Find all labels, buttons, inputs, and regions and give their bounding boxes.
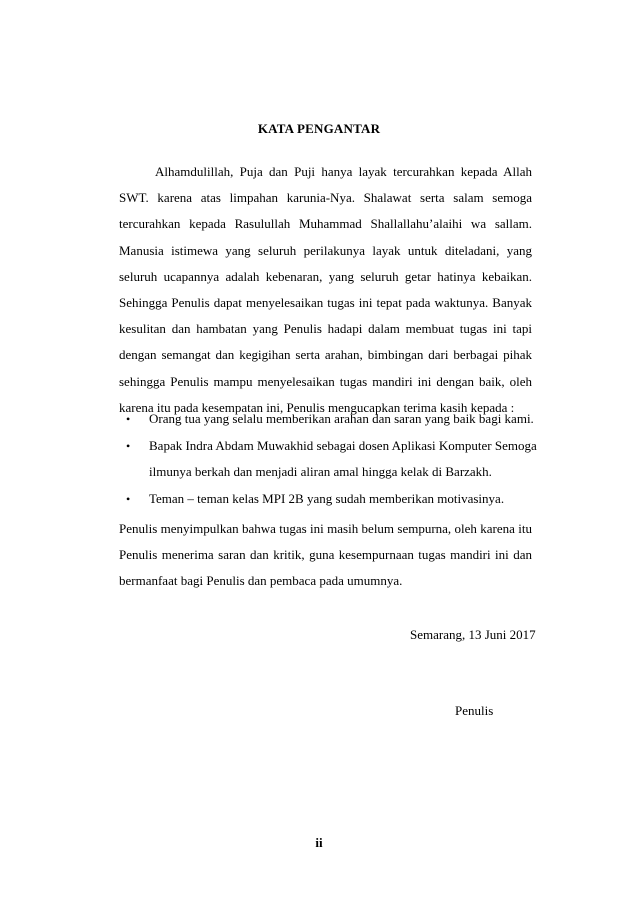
list-item-text: Teman – teman kelas MPI 2B yang sudah memberikan motivasinya. [149, 490, 505, 506]
thanks-list [119, 406, 539, 512]
list-item-text: Orang tua yang selalu memberikan arahan dan saran yang baik bagi kami. [149, 411, 534, 426]
list-item-text-continued: ilmunya berkah dan menjadi aliran amal hingga kelak di Barzakh. [149, 464, 492, 479]
list-item [119, 406, 539, 433]
signer-name: Penulis [455, 703, 494, 718]
bullet-icon: • [126, 438, 131, 453]
bullet-icon: • [126, 412, 131, 426]
bullet-icon: • [126, 491, 131, 506]
page-title: KATA PENGANTAR [257, 121, 381, 136]
list-item [119, 486, 539, 513]
place-date: Semarang, 13 Juni 2017 [410, 627, 536, 642]
list-item [119, 433, 539, 486]
list-item-text: Bapak Indra Abdam Muwakhid sebagai dosen Aplikasi Komputer Semoga [149, 437, 537, 453]
page-number: ii [315, 835, 323, 850]
closing-paragraph: Penulis menyimpulkan bahwa tugas ini masih belum sempurna, oleh karena itu Penulis menerima saran dan kritik, guna kesempurnaan tugas mandiri ini dan bermanfaat bagi Penulis dan pembaca pada umumnya. [119, 521, 532, 589]
intro-paragraph: Alhamdulillah, Puja dan Puji hanya layak tercurahkan kepada Allah SWT. karena atas limpahan karunia-Nya. Shalawat serta salam semoga tercurahkan kepada Rasulullah Muhammad Shallallahu’alaihi wa sallam. Manusia istimewa yang seluruh perilakunya layak untuk diteladani, yang seluruh ucapannya adalah kebenaran, yang seluruh getar hatinya kebaikan. Sehingga Penulis dapat menyelesaikan tugas ini tepat pada waktunya. Banyak kesulitan dan hambatan yang Penulis hadapi dalam membuat tugas ini tapi dengan semangat dan kegigihan serta arahan, bimbingan dari berbagai pihak sehingga Penulis mampu menyelesaikan tugas mandiri ini dengan baik, oleh karena itu pada kesempatan ini, Penulis mengucapkan terima kasih kepada : [119, 164, 532, 415]
